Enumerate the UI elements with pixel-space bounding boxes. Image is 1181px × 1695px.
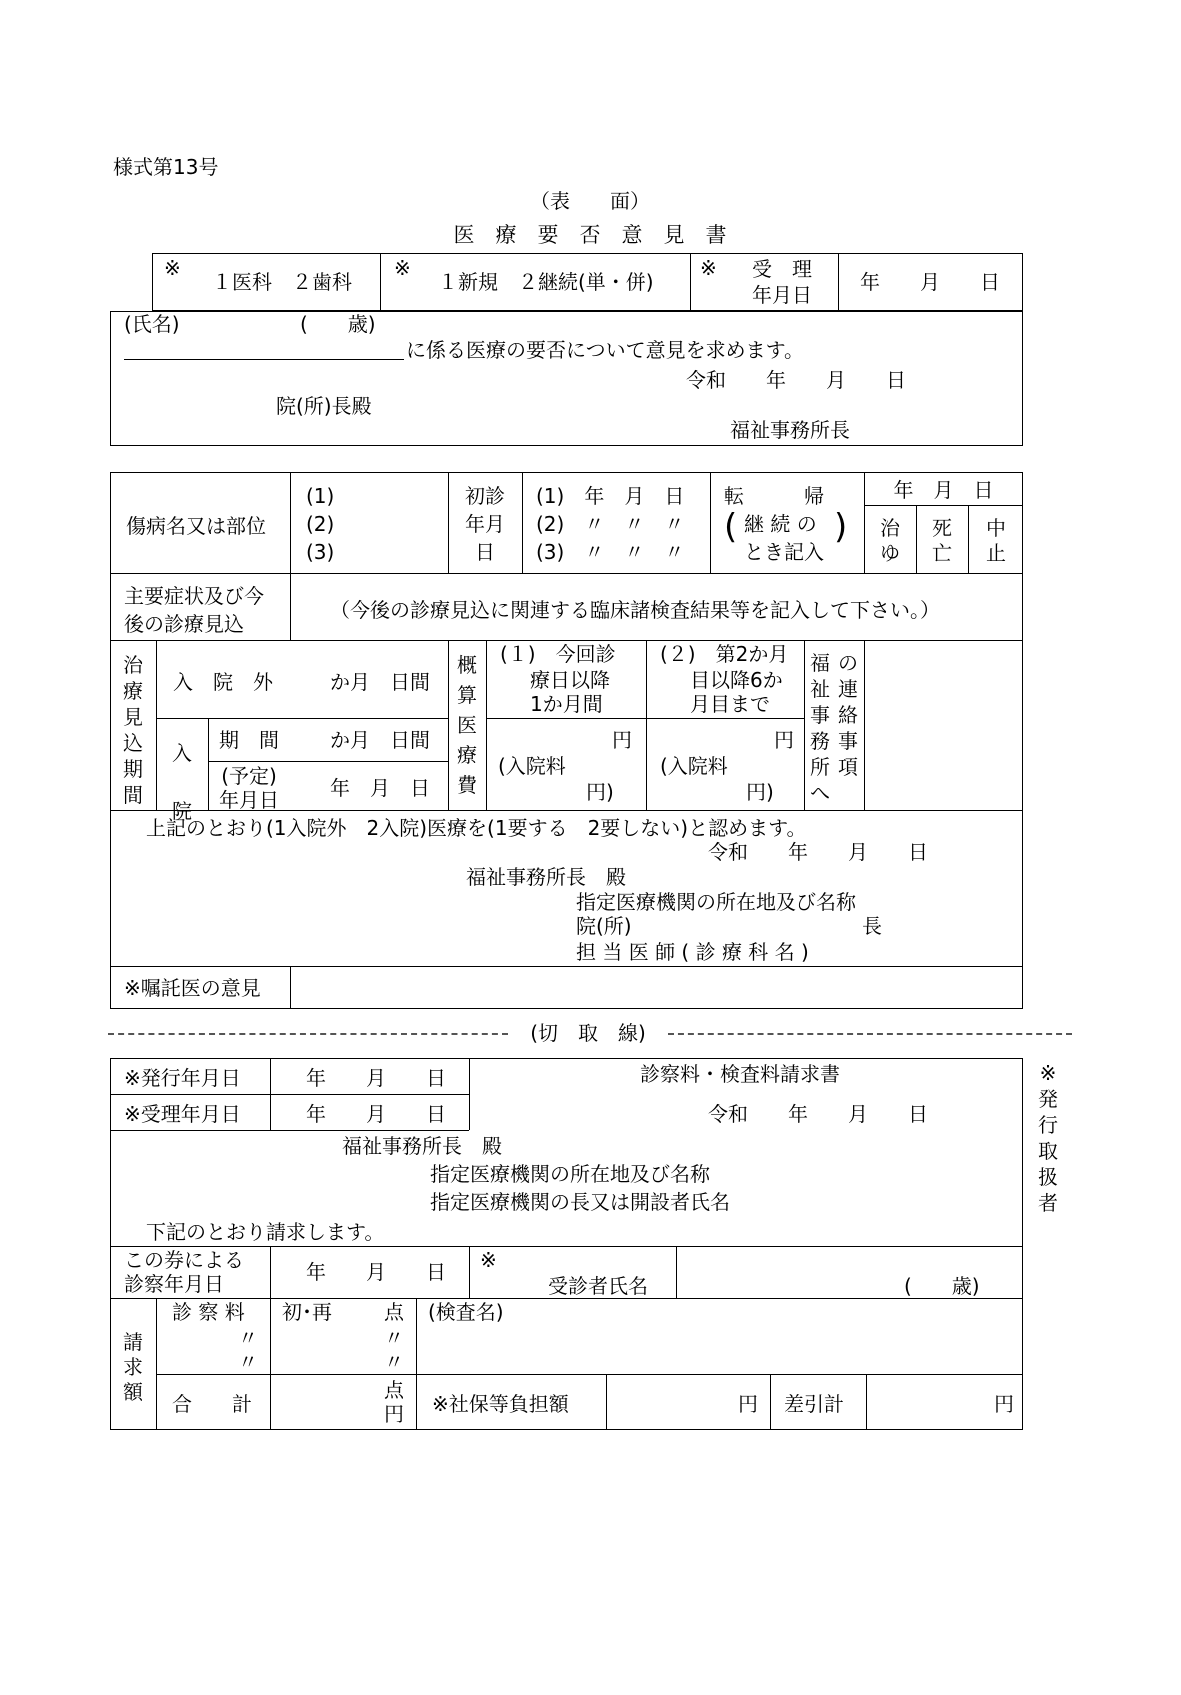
insurance-share-label: ※社保等負担額 bbox=[432, 1392, 569, 1416]
total-yen[interactable]: 円 bbox=[384, 1402, 404, 1426]
issue-date-label: ※発行年月日 bbox=[124, 1066, 241, 1090]
consultant-opinion-label: ※嘱託医の意見 bbox=[124, 976, 261, 1000]
issuer-side-label: ※発行取扱者 bbox=[1038, 1061, 1058, 1215]
outcome-label: 転 帰 bbox=[724, 484, 824, 508]
cost-2-label: (２) 第2か月 bbox=[660, 642, 789, 666]
cost-1-label: (１) 今回診 bbox=[500, 642, 616, 666]
patient-name-label: 受診者氏名 bbox=[548, 1274, 648, 1298]
diagnosis-3[interactable]: (3) bbox=[306, 540, 335, 564]
first-visit-label: 初診 bbox=[465, 484, 505, 508]
request-date[interactable]: 令和 年 月 日 bbox=[686, 368, 906, 392]
exam-date-field[interactable]: 年 月 日 bbox=[306, 1260, 446, 1284]
institution-in-sho: 院(所) bbox=[576, 914, 632, 938]
kome-mark: ※ bbox=[700, 256, 717, 280]
liaison-label: の連絡事項 bbox=[838, 651, 858, 779]
symptom-label: 主要症状及び今 bbox=[124, 584, 264, 608]
first-return-label: 初･再 bbox=[282, 1300, 332, 1324]
ditto-mark: 〃 bbox=[384, 1326, 404, 1350]
new-continue-choice[interactable]: １新規 ２継続(単・併) bbox=[438, 270, 654, 294]
diagnosis-1[interactable]: (1) bbox=[306, 484, 335, 508]
patient-name-label: (氏名) bbox=[124, 312, 180, 336]
symptom-label: 後の診療見込 bbox=[124, 612, 244, 636]
first-visit-label: 日 bbox=[475, 540, 495, 564]
net-total-label: 差引計 bbox=[784, 1392, 844, 1416]
doctor-label: 担 当 医 師 ( 診 療 科 名 ) bbox=[576, 940, 809, 964]
ditto-mark: 〃 bbox=[238, 1350, 258, 1374]
first-visit-date-1[interactable]: (1) 年 月 日 bbox=[536, 484, 685, 508]
continue-note: とき記入 bbox=[744, 540, 824, 564]
cut-line bbox=[108, 1033, 508, 1035]
patient-age[interactable]: ( 歳) bbox=[904, 1274, 980, 1298]
kome-mark: ※ bbox=[480, 1248, 497, 1272]
outcome-stopped[interactable]: 中止 bbox=[986, 516, 1006, 565]
approval-text: 上記のとおり(1入院外 2入院)医療を(1要する 2要しない)と認めます。 bbox=[146, 816, 807, 840]
outcome-cured[interactable]: 治ゆ bbox=[880, 516, 900, 565]
bill-text: 下記のとおり請求します。 bbox=[146, 1220, 385, 1244]
request-text: に係る医療の要否について意見を求めます。 bbox=[406, 338, 804, 362]
cost-2-inpatient-fee: (入院料 bbox=[660, 754, 728, 778]
scheduled-label: (予定) bbox=[221, 764, 277, 788]
points-label[interactable]: 点 bbox=[384, 1300, 404, 1324]
issue-date-field[interactable]: 年 月 日 bbox=[306, 1066, 446, 1090]
cost-1-inpatient-fee: (入院料 bbox=[498, 754, 566, 778]
cost-1-inpatient-yen[interactable]: 円) bbox=[586, 780, 614, 804]
ditto-mark: 〃 bbox=[238, 1326, 258, 1350]
test-name-label[interactable]: (検査名) bbox=[428, 1300, 504, 1324]
institution-label: 指定医療機関の所在地及び名称 bbox=[576, 890, 856, 914]
exam-date-label: この券による bbox=[124, 1248, 244, 1272]
approval-addressee: 福祉事務所長 殿 bbox=[466, 865, 626, 889]
inpatient-label: 入院 bbox=[172, 741, 192, 823]
receipt-date-field[interactable]: 年 月 日 bbox=[306, 1102, 446, 1126]
claim-amount-label: 請求額 bbox=[123, 1330, 143, 1404]
institution-cho: 長 bbox=[862, 914, 882, 938]
first-visit-date-2[interactable]: (2) 〃 〃 〃 bbox=[536, 512, 685, 536]
received-label: 年月日 bbox=[752, 283, 812, 307]
age-label: ( 歳) bbox=[300, 312, 376, 336]
outpatient-months[interactable]: か月 日間 bbox=[330, 670, 430, 694]
period-label: 治療見込期間 bbox=[123, 653, 143, 807]
department-choice[interactable]: １医科 ２歯科 bbox=[212, 270, 352, 294]
total-label: 合 計 bbox=[172, 1392, 252, 1416]
cost-1-label: 1か月間 bbox=[530, 692, 603, 716]
cost-1-label: 療日以降 bbox=[530, 668, 610, 692]
paren: ) bbox=[834, 507, 848, 547]
outpatient-label: 入 院 外 bbox=[173, 670, 273, 694]
bill-head: 指定医療機関の長又は開設者氏名 bbox=[430, 1190, 730, 1214]
first-visit-label: 年月 bbox=[465, 512, 505, 536]
kome-mark: ※ bbox=[394, 256, 411, 280]
exam-date-label: 診察年月日 bbox=[124, 1272, 224, 1296]
bill-institution: 指定医療機関の所在地及び名称 bbox=[430, 1162, 710, 1186]
approval-date[interactable]: 令和 年 月 日 bbox=[708, 840, 928, 864]
kome-mark: ※ bbox=[164, 256, 181, 280]
cost-2-inpatient-yen[interactable]: 円) bbox=[746, 780, 774, 804]
bill-title: 診察料・検査料請求書 bbox=[640, 1062, 840, 1086]
scheduled-label: 年月日 bbox=[219, 788, 279, 812]
sender: 福祉事務所長 bbox=[730, 418, 850, 442]
first-visit-date-3[interactable]: (3) 〃 〃 〃 bbox=[536, 540, 685, 564]
continue-note: 継 続 の bbox=[744, 512, 817, 536]
bill-date[interactable]: 令和 年 月 日 bbox=[708, 1102, 928, 1126]
net-total-yen[interactable]: 円 bbox=[994, 1392, 1014, 1416]
cost-2-yen[interactable]: 円 bbox=[774, 728, 794, 752]
cost-label: 概算医療費 bbox=[457, 653, 477, 797]
cost-1-yen[interactable]: 円 bbox=[612, 728, 632, 752]
cost-2-label: 月目まで bbox=[690, 692, 770, 716]
cost-2-label: 目以降6か bbox=[690, 668, 783, 692]
cut-line-label: (切 取 線) bbox=[530, 1021, 646, 1045]
received-date-field[interactable]: 年 月 日 bbox=[860, 270, 1000, 294]
diagnosis-2[interactable]: (2) bbox=[306, 512, 335, 536]
symptom-note: （今後の診療見込に関連する臨床諸検査結果等を記入して下さい。） bbox=[330, 598, 940, 622]
outcome-death[interactable]: 死亡 bbox=[932, 516, 952, 565]
exam-fee-label: 診 察 料 bbox=[172, 1300, 245, 1324]
scheduled-date[interactable]: 年 月 日 bbox=[330, 776, 430, 800]
term-label: 期 間 bbox=[219, 728, 279, 752]
bill-addressee: 福祉事務所長 殿 bbox=[342, 1134, 502, 1158]
addressee: 院(所)長殿 bbox=[276, 394, 372, 418]
cut-line bbox=[668, 1033, 1072, 1035]
ditto-mark: 〃 bbox=[384, 1350, 404, 1374]
form-number: 様式第13号 bbox=[113, 155, 219, 179]
insurance-share-yen[interactable]: 円 bbox=[738, 1392, 758, 1416]
receipt-date-label: ※受理年月日 bbox=[124, 1102, 241, 1126]
patient-name-line[interactable] bbox=[124, 359, 404, 360]
face-label: （表 面） bbox=[530, 189, 650, 213]
outcome-date[interactable]: 年 月 日 bbox=[893, 478, 994, 502]
document-title: 医 療 要 否 意 見 書 bbox=[453, 223, 727, 247]
received-label: 受 理 bbox=[752, 257, 812, 281]
total-points[interactable]: 点 bbox=[384, 1378, 404, 1402]
paren: ( bbox=[724, 507, 738, 547]
liaison-label: 福祉事務所へ bbox=[810, 651, 830, 805]
inpatient-months[interactable]: か月 日間 bbox=[330, 728, 430, 752]
diagnosis-label: 傷病名又は部位 bbox=[126, 514, 266, 538]
